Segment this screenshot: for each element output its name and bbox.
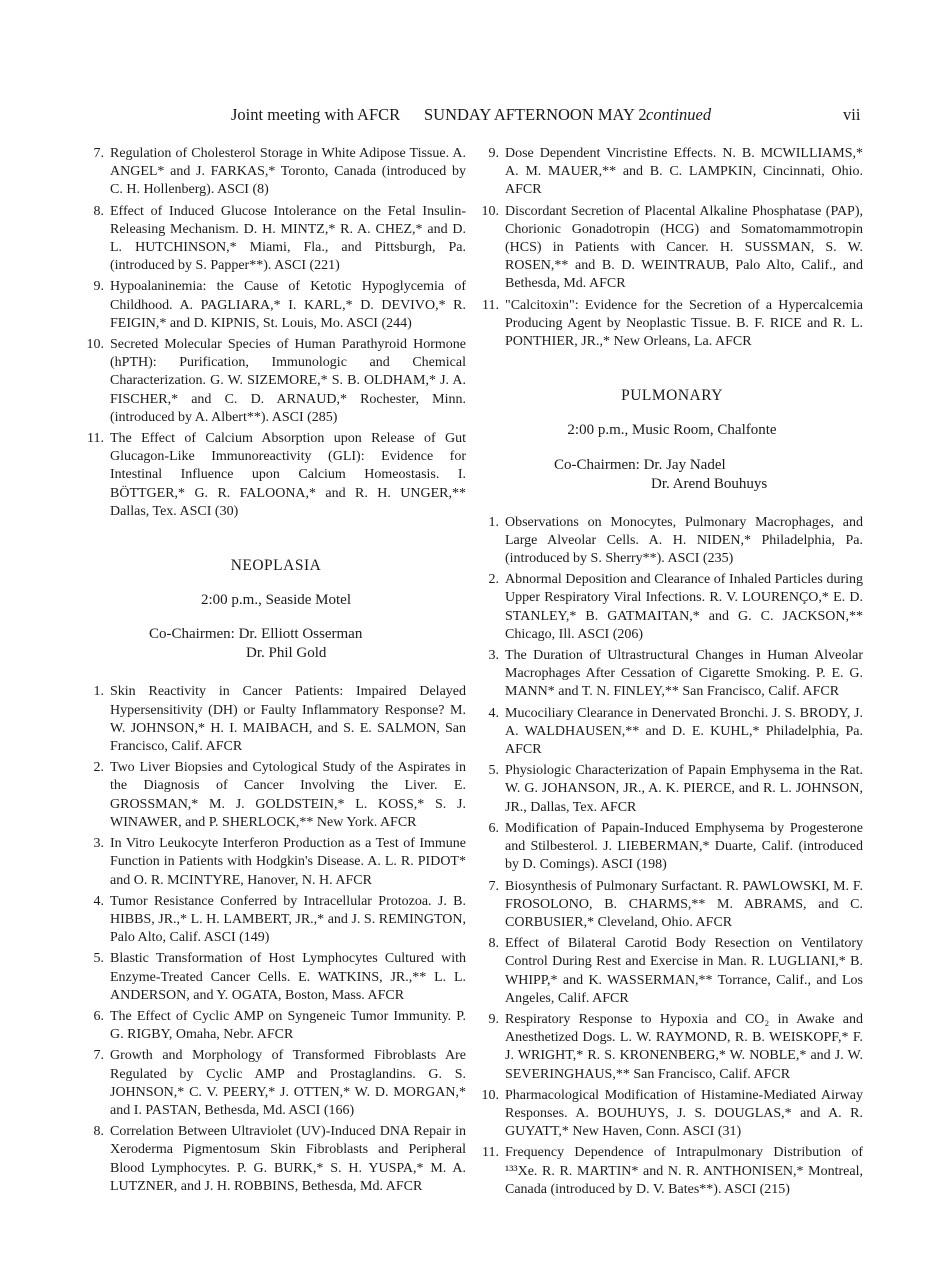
abstract-item: 4. Mucociliary Clearance in Denervated Bronchi. J. S. BRODY, J. A. WALDHAUSEN,** and D. E. KUHL,* Philadelphia, Pa. AFCR xyxy=(488,705,863,758)
neoplasia-section-header xyxy=(86,557,466,663)
abstract-item: 11. "Calcitoxin": Evidence for the Secretion of a Hypercalcemia Producing Agent by Neoplastic Tissue. B. F. RICE and R. L. PONTHIER, JR.,* New Orleans, La. AFCR xyxy=(482,297,863,350)
abstract-item: 11. Frequency Dependence of Intrapulmonary Distribution of ¹³³Xe. R. R. MARTIN* and N. R. ANTHONISEN,* Montreal, Canada (introduced by D. V. Bates**). ASCI (215) xyxy=(482,1145,863,1197)
header-continued: continued xyxy=(646,105,712,124)
header-title: Joint meeting with AFCR xyxy=(231,105,401,124)
neoplasia-abstract-list xyxy=(86,683,466,1195)
abstract-item: 3. In Vitro Leukocyte Interferon Production as a Test of Immune Function in Patients with Hodgkin's Disease. A. L. R. PIDOT* and O. R. MCINTYRE, Hanover, N. H. AFCR xyxy=(93,836,466,888)
abstract-item: 5. Physiologic Characterization of Papain Emphysema in the Rat. W. G. JOHANSON, JR., A. K. PIERCE, and R. L. JOHNSON, JR., Dallas, Tex. AFCR xyxy=(488,763,863,815)
session-time: 2:00 p.m., Seaside Motel xyxy=(201,592,351,609)
abstract-item: 5. Blastic Transformation of Host Lymphocytes Cultured with Enzyme-Treated Cancer Cells. E. WATKINS, JR.,** L. L. ANDERSON, and Y. OGATA, Boston, Mass. AFCR xyxy=(93,951,466,1003)
abstract-item: 6. The Effect of Cyclic AMP on Syngeneic Tumor Immunity. P. G. RIGBY, Omaha, Nebr. AFCR xyxy=(93,1008,466,1043)
abstract-item: 1. Skin Reactivity in Cancer Patients: Impaired Delayed Hypersensitivity (DH) or Faulty Inflammatory Response? M. W. JOHNSON,* H. I. MAIBACH, and S. E. SALMON, San Francisco, Calif. AFCR xyxy=(93,684,466,755)
neoplasia-abstract-list-continued xyxy=(481,145,863,351)
abstract-item: 10. Pharmacological Modification of Histamine-Mediated Airway Responses. A. BOUHUYS, J. S. DOUGLAS,* and A. R. GUYATT,* New Haven, Conn. ASCI (31) xyxy=(481,1087,863,1140)
abstract-item: 9. Dose Dependent Vincristine Effects. N. B. MCWILLIAMS,* A. M. MAUER,** and B. C. LAMPKIN, Cincinnati, Ohio. AFCR xyxy=(488,146,863,198)
abstract-item: 3. The Duration of Ultrastructural Changes in Human Alveolar Macrophages After Cessation of Cigarette Smoking. P. E. G. MANN* and T. N. FINLEY,** San Francisco, Calif. AFCR xyxy=(488,648,863,700)
running-header xyxy=(0,105,936,129)
abstract-item: 2. Abnormal Deposition and Clearance of Inhaled Particles during Upper Respiratory Viral Infections. R. V. LOURENÇO,* E. D. STANLEY,* B. GATMAITAN,* and G. C. JACKSON,** Chicago, Ill. ASCI (206) xyxy=(488,572,863,642)
pulmonary-section-header xyxy=(481,387,863,493)
abstract-item: 1. Observations on Monocytes, Pulmonary Macrophages, and Large Alveolar Cells. A. H. NIDEN,* Philadelphia, Pa. (introduced by S. Sherry**). ASCI (235) xyxy=(488,514,863,567)
abstract-list-continued xyxy=(86,145,466,521)
abstract-item: 8. Effect of Bilateral Carotid Body Resection on Ventilatory Control During Rest and Exercise in Man. R. LUGLIANI,* B. WHIPP,* and K. WASSERMAN,** Torrance, Calif., and Los Angeles, Calif. AFCR xyxy=(488,936,863,1006)
abstract-item: 10. Secreted Molecular Species of Human Parathyroid Hormone (hPTH): Purification, Immunologic and Chemical Characterization. G. W. SIZEMORE,* S. B. OLDHAM,* J. A. FISCHER,* and C. D. ARNAUD,* Rochester, Minn. (introduced by A. Albert**). ASCI (285) xyxy=(86,337,466,425)
header-day: SUNDAY AFTERNOON MAY 2 xyxy=(424,105,647,124)
pulmonary-abstract-list xyxy=(481,514,863,1199)
abstract-item: 8. Effect of Induced Glucose Intolerance on the Fetal Insulin-Releasing Mechanism. D. H. MINTZ,* R. A. CHEZ,* and D. L. HUTCHINSON,* Miami, Fla., and Pittsburgh, Pa. (introduced by S. Papper**). ASCI (221) xyxy=(93,203,466,274)
left-column xyxy=(86,145,466,1199)
section-title: NEOPLASIA xyxy=(230,557,322,575)
abstract-item: 4. Tumor Resistance Conferred by Intracellular Protozoa. J. B. HIBBS, JR.,* L. H. LAMBERT, JR.,* and J. S. REMINGTON, Palo Alto, Calif. ASCI (149) xyxy=(93,893,466,946)
abstract-item: 7. Regulation of Cholesterol Storage in White Adipose Tissue. A. ANGEL* and J. FARKAS,* Toronto, Canada (introduced by C. H. Hollenberg). ASCI (8) xyxy=(93,146,466,198)
abstract-item: 10. Discordant Secretion of Placental Alkaline Phosphatase (PAP), Chorionic Gonadotropin (HCG) and Somatomammotropin (HCS) in Patients with Cancer. H. SUSSMAN, S. W. ROSEN,** and B. D. WEINTRAUB, Palo Alto, Calif., and Bethesda, Md. AFCR xyxy=(481,203,863,292)
abstract-item: 7. Biosynthesis of Pulmonary Surfactant. R. PAWLOWSKI, M. F. FROSOLONO, B. CHARMS,** M. ABRAMS, and C. CORBUSIER,* Cleveland, Ohio. AFCR xyxy=(488,878,863,930)
abstract-item: 11. The Effect of Calcium Absorption upon Release of Gut Glucagon-Like Immunoreactivity (GLI): Evidence for Intestinal Influence upon Calcium Homeostasis. I. BÖTTGER,* G. R. FALOONA,* and R. H. UNGER,** Dallas, Tex. ASCI (30) xyxy=(87,431,466,519)
abstract-item: 2. Two Liver Biopsies and Cytological Study of the Aspirates in the Diagnosis of Cancer Involving the Liver. E. GROSSMAN,* M. J. GOLDSTEIN,* L. KOSS,* S. J. WINAWER, and P. SHERLOCK,** New York. AFCR xyxy=(93,760,466,830)
page-number: vii xyxy=(843,105,861,124)
session-time: 2:00 p.m., Music Room, Chalfonte xyxy=(567,422,777,439)
abstract-item: 9. Respiratory Response to Hypoxia and CO₂ in Awake and Anesthetized Dogs. L. W. RAYMOND, R. B. WEISKOPF,* F. J. WRIGHT,* R. S. KRONENBERG,* W. NOBLE,* and J. W. SEVERINGHAUS,** San Francisco, Calif. AFCR xyxy=(488,1011,863,1082)
abstract-item: 8. Correlation Between Ultraviolet (UV)-Induced DNA Repair in Xeroderma Pigmentosum Skin Fibroblasts and Peripheral Blood Lymphocytes. P. G. BURK,* S. H. YUSPA,* M. A. LUTZNER, and J. H. ROBBINS, Bethesda, Md. AFCR xyxy=(93,1124,466,1194)
abstract-item: 7. Growth and Morphology of Transformed Fibroblasts Are Regulated by Cyclic AMP and Prostaglandins. G. S. JOHNSON,* C. V. PEERY,* J. OTTEN,* W. D. MORGAN,* and I. PASTAN, Bethesda, Md. ASCI (166) xyxy=(93,1048,466,1118)
co-chairmen: Co-Chairmen: Dr. Elliott Osserman Dr. Phil Gold xyxy=(149,626,363,662)
co-chairmen: Co-Chairmen: Dr. Jay Nadel Dr. Arend Bouhuys xyxy=(554,456,768,492)
abstract-item: 9. Hypoalaninemia: the Cause of Ketotic Hypoglycemia of Childhood. A. PAGLIARA,* I. KARL,* D. DEVIVO,* R. FEIGIN,* and D. KIPNIS, St. Louis, Mo. ASCI (244) xyxy=(93,279,466,331)
abstract-item: 6. Modification of Papain-Induced Emphysema by Progesterone and Stilbesterol. J. LIEBERMAN,* Duarte, Calif. (introduced by D. Comings). ASCI (198) xyxy=(488,820,863,873)
section-title: PULMONARY xyxy=(621,387,723,405)
right-column xyxy=(481,145,863,1202)
